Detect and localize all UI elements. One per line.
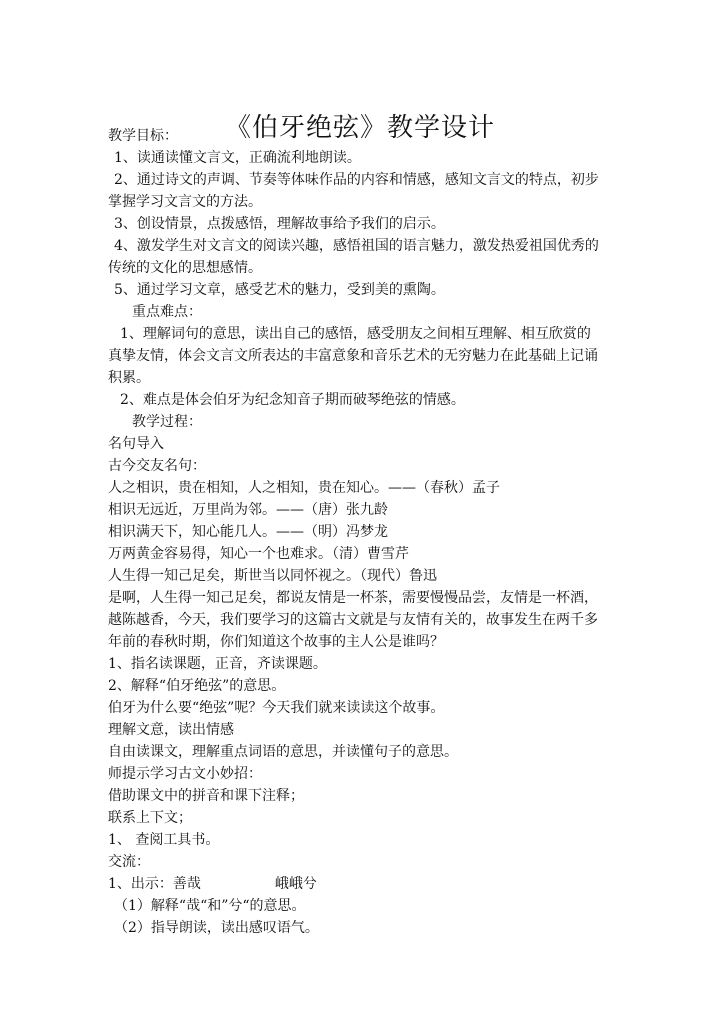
quote-line: 人生得一知己足矣，斯世当以同怀视之。（现代）鲁迅 — [108, 568, 437, 584]
paragraph-line: 伯牙为什么要“绝弦”呢？今天我们就来读读这个故事。 — [108, 700, 445, 716]
exhibit-text-extra: 峨峨兮 — [274, 876, 317, 892]
quote-line: 相识满天下，知心能几人。——（明）冯梦龙 — [108, 524, 388, 540]
step-heading: 理解文意，读出情感 — [108, 722, 234, 738]
quote-line: 相识无远近，万里尚为邻。——（唐）张九龄 — [108, 502, 388, 518]
objective-item: 4、激发学生对文言文的阅读兴趣，感悟祖国的语言魅力，激发热爱祖国优秀的 — [114, 238, 599, 254]
section-heading-objectives: 教学目标： — [108, 128, 178, 144]
paragraph-line: 联系上下文； — [108, 810, 192, 826]
paragraph-line: 是啊，人生得一知己足矣，都说友情是一杯茶，需要慢慢品尝，友情是一杯酒， — [108, 590, 598, 606]
objective-item: 3、创设情景，点拨感悟，理解故事给予我们的启示。 — [114, 216, 445, 232]
paragraph-line: 交流： — [108, 854, 150, 870]
paragraph-line: 古今交友名句： — [108, 458, 206, 474]
paragraph-line: 自由读课文，理解重点词语的意思，并读懂句子的意思。 — [108, 744, 458, 760]
step-heading: 名句导入 — [108, 436, 164, 452]
paragraph-line: （2）指导朗读，读出感叹语气。 — [114, 920, 319, 936]
paragraph-line: 年前的春秋时期，你们知道这个故事的主人公是谁吗？ — [108, 634, 444, 650]
paragraph-line: 1、 查阅工具书。 — [108, 832, 220, 848]
key-point-item-continued: 真挚友情，体会文言文所表达的丰富意象和音乐艺术的无穷魅力在此基础上记诵 — [108, 348, 598, 364]
quote-line: 万两黄金容易得，知心一个也难求。（清）曹雪芹 — [108, 546, 409, 562]
quote-line: 人之相识，贵在相知，人之相知，贵在知心。——（春秋）孟子 — [108, 480, 500, 496]
key-point-item-continued: 积累。 — [108, 370, 150, 386]
document-body — [108, 125, 620, 939]
objective-item: 5、通过学习文章，感受艺术的魅力，受到美的熏陶。 — [114, 282, 445, 298]
objective-item: 2、通过诗文的声调、节奏等体味作品的内容和情感，感知文言文的特点，初步 — [114, 172, 599, 188]
paragraph-line: 1、指名读课题，正音，齐读课题。 — [108, 656, 327, 672]
objective-item-continued: 掌握学习文言文的方法。 — [108, 194, 262, 210]
paragraph-line: 2、解释“伯牙绝弦”的意思。 — [108, 678, 286, 694]
paragraph-line: 越陈越香，今天，我们要学习的这篇古文就是与友情有关的，故事发生在两千多 — [108, 612, 598, 628]
section-heading-key-points: 重点难点： — [132, 304, 202, 320]
key-point-item: 1、理解词句的意思，读出自己的感悟，感受朋友之间相互理解、相互欣赏的 — [120, 326, 591, 342]
exhibit-text: 1、出示：善哉 — [108, 876, 201, 892]
paragraph-line: 借助课文中的拼音和课下注释； — [108, 788, 304, 804]
exhibit-line — [108, 873, 620, 895]
section-heading-process: 教学过程： — [132, 414, 202, 430]
paragraph-line: （1）解释“哉“和”兮“的意思。 — [114, 898, 306, 914]
paragraph-line: 师提示学习古文小妙招： — [108, 766, 262, 782]
key-point-item: 2、难点是体会伯牙为纪念知音子期而破琴绝弦的情感。 — [120, 392, 465, 408]
objective-item-continued: 传统的文化的思想感情。 — [108, 260, 262, 276]
document-title: 《伯牙绝弦》教学设计 — [224, 113, 495, 144]
objective-item: 1、读通读懂文言文，正确流利地朗读。 — [114, 150, 361, 166]
